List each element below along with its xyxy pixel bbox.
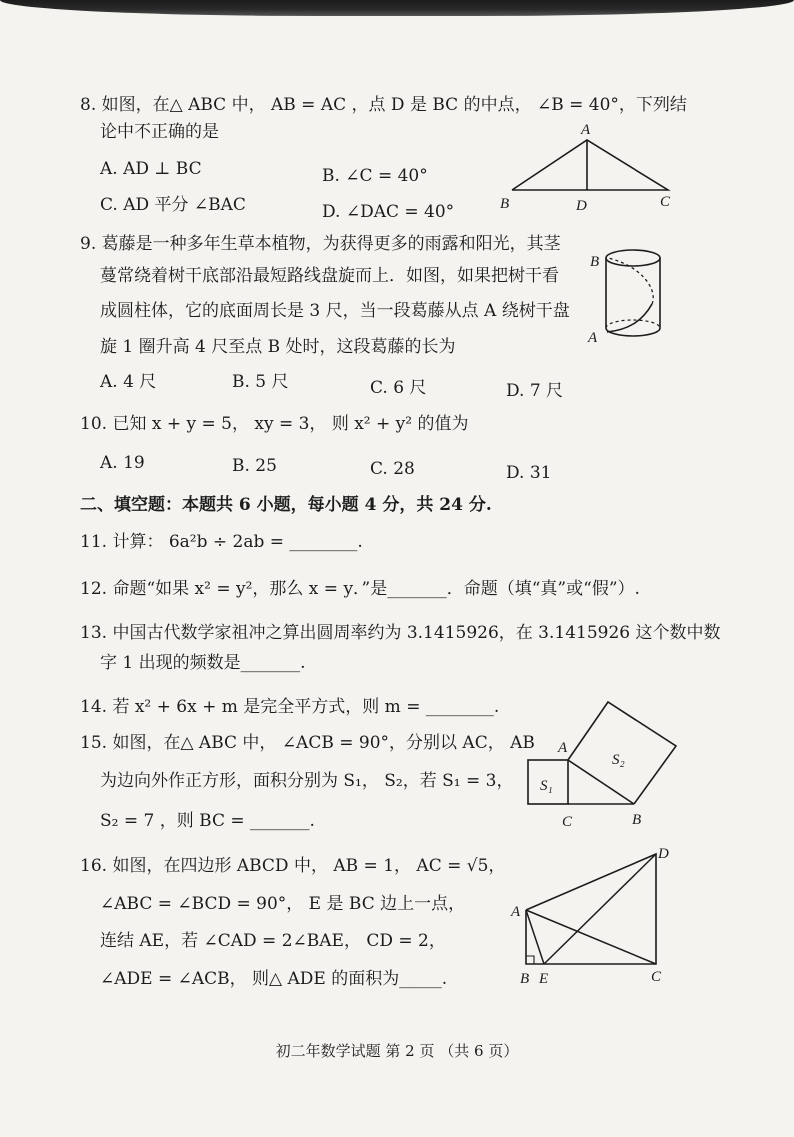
q16-label-a: A (511, 904, 521, 920)
q8-option-b: B. ∠C = 40° (322, 166, 428, 186)
q15-label-s2: S₂ (612, 752, 625, 768)
q9-option-d: D. 7 尺 (506, 381, 564, 401)
q9-option-c: C. 6 尺 (370, 378, 427, 398)
q10-option-d: D. 31 (506, 463, 552, 483)
q8-option-d: D. ∠DAC = 40° (322, 202, 455, 222)
q8-triangle-figure (490, 118, 690, 218)
q9-line3: 成圆柱体，它的底面周长是 3 尺，当一段葛藤从点 A 绕树干盘 (100, 301, 570, 321)
q8-label-c: C (660, 194, 671, 210)
q16-quadrilateral-figure (506, 840, 686, 990)
q16-label-b: B (520, 971, 530, 987)
q8-label-d: D (576, 198, 587, 214)
q8-label-b: B (500, 196, 510, 212)
q8-stem-line1: 8. 如图，在△ ABC 中， AB = AC ，点 D 是 BC 的中点， ∠B = 40°，下列结 (80, 95, 687, 115)
q10-option-c: C. 28 (370, 459, 415, 479)
q16-line2: ∠ABC = ∠BCD = 90°， E 是 BC 边上一点， (100, 894, 466, 914)
q15-label-s1: S₁ (540, 778, 553, 794)
q9-label-b: B (590, 254, 600, 270)
q8-option-a: A. AD ⊥ BC (100, 159, 202, 179)
scan-top-edge (0, 0, 794, 16)
q16-line3: 连结 AE，若 ∠CAD = 2∠BAE， CD = 2， (100, 931, 446, 951)
q13-line1: 13. 中国古代数学家祖冲之算出圆周率约为 3.1415926，在 3.1415926 这个数中数 (80, 623, 721, 643)
q16-line1: 16. 如图，在四边形 ABCD 中， AB = 1， AC = √5， (80, 856, 506, 876)
q9-label-a: A (588, 330, 598, 346)
q8-label-a: A (581, 122, 591, 138)
q10-option-b: B. 25 (232, 456, 277, 476)
q14-text: 14. 若 x² + 6x + m 是完全平方式，则 m = ________. (80, 697, 500, 717)
q15-line2: 为边向外作正方形，面积分别为 S₁， S₂，若 S₁ = 3， (100, 771, 514, 791)
q16-label-d: D (658, 846, 669, 862)
q9-option-b: B. 5 尺 (232, 372, 289, 392)
q16-line4: ∠ADE = ∠ACB， 则△ ADE 的面积为_____. (100, 969, 448, 989)
section2-heading: 二、填空题：本题共 6 小题，每小题 4 分，共 24 分. (80, 495, 492, 515)
q15-line1: 15. 如图，在△ ABC 中， ∠ACB = 90°，分别以 AC， AB (80, 733, 535, 753)
q9-line2: 蔓常绕着树干底部沿最短路线盘旋而上．如图，如果把树干看 (100, 266, 559, 286)
q9-line1: 9. 葛藤是一种多年生草本植物，为获得更多的雨露和阳光，其茎 (80, 234, 561, 254)
q11-text: 11. 计算： 6a²b ÷ 2ab = ________. (80, 532, 363, 552)
q8-option-c: C. AD 平分 ∠BAC (100, 195, 246, 215)
q9-cylinder-figure (582, 246, 672, 346)
page-footer: 初二年数学试题 第 2 页 （共 6 页） (275, 1042, 519, 1060)
q9-option-a: A. 4 尺 (100, 372, 157, 392)
q16-label-e: E (539, 971, 549, 987)
q15-squares-figure (520, 696, 710, 836)
q15-label-a: A (558, 740, 568, 756)
q9-line4: 旋 1 圈升高 4 尺至点 B 处时，这段葛藤的长为 (100, 337, 456, 357)
q16-label-c: C (651, 969, 662, 985)
q10-stem: 10. 已知 x + y = 5， xy = 3， 则 x² + y² 的值为 (80, 414, 469, 434)
q15-label-b: B (632, 812, 642, 828)
q10-option-a: A. 19 (100, 453, 145, 473)
q8-stem-line2: 论中不正确的是 (100, 122, 219, 142)
q15-label-c: C (562, 814, 573, 830)
q13-line2: 字 1 出现的频数是_______. (100, 653, 306, 673)
q12-text: 12. 命题“如果 x² = y²，那么 x = y．”是_______．命题（填“真”或“假”）. (80, 579, 640, 599)
q15-line3: S₂ = 7 ，则 BC = _______. (100, 811, 315, 831)
